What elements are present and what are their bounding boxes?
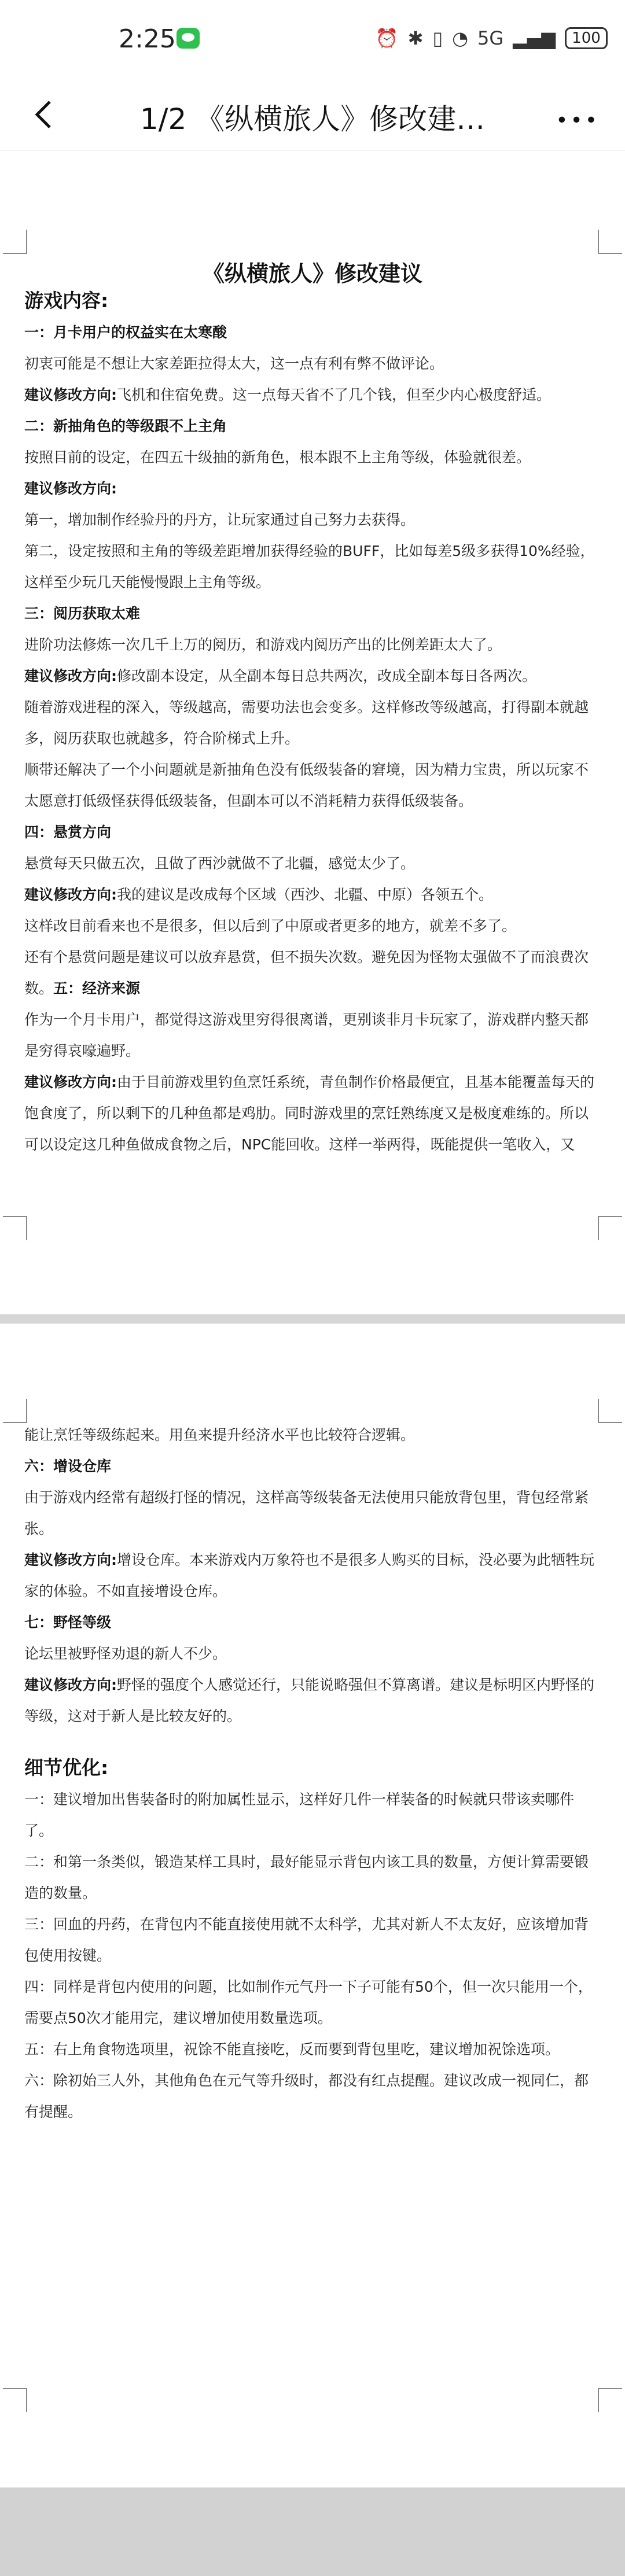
paragraph: 建议修改方向:我的建议是改成每个区域（西沙、北疆、中原）各领五个。 xyxy=(24,886,494,903)
document-title: 1/2 《纵横旅人》修改建… xyxy=(139,102,486,136)
page-corner-mark xyxy=(3,2388,27,2412)
paragraph: 初衷可能是不想让大家差距拉得太大，这一点有利有弊不做评论。 xyxy=(24,355,444,372)
page2-body xyxy=(24,1420,602,2128)
paragraph: 一：建议增加出售装备时的附加属性显示，这样好几件一样装备的时候就只带该卖哪件了。 xyxy=(24,1791,575,1839)
document-page-1 xyxy=(0,152,625,1314)
nav-bar xyxy=(0,81,625,151)
status-bar xyxy=(0,0,625,81)
paragraph: 六：除初始三人外，其他角色在元气等升级时，都没有红点提醒。建议改成一视同仁，都有提醒。 xyxy=(24,2072,589,2120)
paragraph: 这样改目前看来也不是很多，但以后到了中原或者更多的地方，就差不多了。 xyxy=(24,917,517,934)
page-corner-mark xyxy=(3,1399,27,1423)
section-heading: 细节优化: xyxy=(24,1756,109,1779)
paragraph: 四：同样是背包内使用的问题，比如制作元气丹一下子可能有50个，但一次只能用一个，需要点50次才能用完，建议增加使用数量选项。 xyxy=(24,1978,593,2026)
wechat-notification-icon xyxy=(177,28,200,49)
paragraph: 建议修改方向:野怪的强度个人感觉还行，只能说略强但不算离谱。建议是标明区内野怪的等级，这对于新人是比较友好的。 xyxy=(24,1676,595,1724)
page-corner-mark xyxy=(598,1216,622,1240)
cell-bars-icon: ▂▄▆ xyxy=(513,27,556,49)
doc-heading: 《纵横旅人》修改建议 xyxy=(202,261,422,286)
paragraph: 作为一个月卡用户，都觉得这游戏里穷得很离谱，更别谈非月卡玩家了，游戏群内整天都是穷得哀嚎遍野。 xyxy=(24,1011,589,1059)
vibrate-icon: ▯ xyxy=(432,27,443,49)
paragraph: 建议修改方向:由于目前游戏里钓鱼烹饪系统，青鱼制作价格最便宜，且基本能覆盖每天的饱食度了，所以剩下的几种鱼都是鸡肋。同时游戏里的烹饪熟练度又是极度难练的。所以可以设定这几种鱼做成食物之后，NPC能回收。这样一举两得，既能提供一笔收入，又 xyxy=(24,1074,595,1153)
paragraph: 三：回血的丹药，在背包内不能直接使用就不太科学，尤其对新人不太友好，应该增加背包使用按键。 xyxy=(24,1916,589,1964)
more-options-icon[interactable]: ••• xyxy=(556,109,600,132)
wifi-icon: ◔ xyxy=(452,27,469,49)
paragraph: 五：右上角食物选项里，祝馀不能直接吃，反而要到背包里吃，建议增加祝馀选项。 xyxy=(24,2041,560,2058)
page-divider xyxy=(0,1314,625,1324)
paragraph: 由于游戏内经常有超级打怪的情况，这样高等级装备无法使用只能放背包里，背包经常紧张。 xyxy=(24,1489,589,1537)
system-icons xyxy=(376,25,608,51)
suggest-label: 建议修改方向: xyxy=(24,480,117,497)
signal-icon: 5G xyxy=(477,27,504,49)
paragraph: 按照目前的设定，在四五十级抽的新角色，根本跟不上主角等级，体验就很差。 xyxy=(24,449,531,466)
paragraph: 进阶功法修炼一次几千上万的阅历，和游戏内阅历产出的比例差距太大了。 xyxy=(24,636,502,653)
subsection-heading: 六：增设仓库 xyxy=(24,1458,112,1475)
paragraph: 二：和第一条类似，锻造某样工具时，最好能显示背包内该工具的数量，方便计算需要锻造的数量。 xyxy=(24,1853,589,1901)
paragraph: 第二，设定按照和主角的等级差距增加获得经验的BUFF，比如每差5级多获得10%经验，这样至少玩几天能慢慢跟上主角等级。 xyxy=(24,543,595,591)
paragraph: 还有个悬赏问题是建议可以放弃悬赏，但不损失次数。避免因为怪物太强做不了而浪费次数。五：经济来源 xyxy=(24,949,589,997)
clock: 2:25 xyxy=(119,24,176,54)
subsection-heading: 三：阅历获取太难 xyxy=(24,605,141,622)
subsection-heading: 七：野怪等级 xyxy=(24,1614,112,1631)
paragraph: 悬赏每天只做五次，且做了西沙就做不了北疆，感觉太少了。 xyxy=(24,855,416,872)
alarm-icon: ⏰ xyxy=(375,27,399,49)
page-corner-mark xyxy=(598,2388,622,2412)
document-page-2 xyxy=(0,1324,625,2487)
paragraph: 第一，增加制作经验丹的丹方，让玩家通过自己努力去获得。 xyxy=(24,511,416,528)
paragraph: 随着游戏进程的深入，等级越高，需要功法也会变多。这样修改等级越高，打得副本就越多，阅历获取也就越多，符合阶梯式上升。 xyxy=(24,699,589,747)
paragraph: 建议修改方向:增设仓库。本来游戏内万象符也不是很多人购买的目标，没必要为此牺牲玩家的体验。不如直接增设仓库。 xyxy=(24,1552,595,1600)
battery-icon: 100 xyxy=(565,27,608,49)
page-corner-mark xyxy=(3,230,27,254)
back-arrow-icon[interactable] xyxy=(28,97,62,132)
bottom-area xyxy=(0,2487,625,2576)
page1-body xyxy=(24,285,602,1160)
bluetooth-icon: ✱ xyxy=(407,27,424,49)
subsection-heading: 二：新抽角色的等级跟不上主角 xyxy=(24,418,227,434)
paragraph: 能让烹饪等级练起来。用鱼来提升经济水平也比较符合逻辑。 xyxy=(24,1427,416,1443)
paragraph: 建议修改方向:飞机和住宿免费。这一点每天省不了几个钱，但至少内心极度舒适。 xyxy=(24,386,552,403)
subsection-heading: 四：悬赏方向 xyxy=(24,824,112,841)
subsection-heading: 一：月卡用户的权益实在太寒酸 xyxy=(24,324,227,341)
paragraph: 论坛里被野怪劝退的新人不少。 xyxy=(24,1645,227,1662)
section-heading: 游戏内容: xyxy=(24,289,109,312)
paragraph: 建议修改方向:修改副本设定，从全副本每日总共两次，改成全副本每日各两次。 xyxy=(24,668,537,684)
paragraph: 顺带还解决了一个小问题就是新抽角色没有低级装备的窘境，因为精力宝贵，所以玩家不太愿意打低级怪获得低级装备，但副本可以不消耗精力获得低级装备。 xyxy=(24,761,589,809)
page-corner-mark xyxy=(3,1216,27,1240)
page-corner-mark xyxy=(598,230,622,254)
